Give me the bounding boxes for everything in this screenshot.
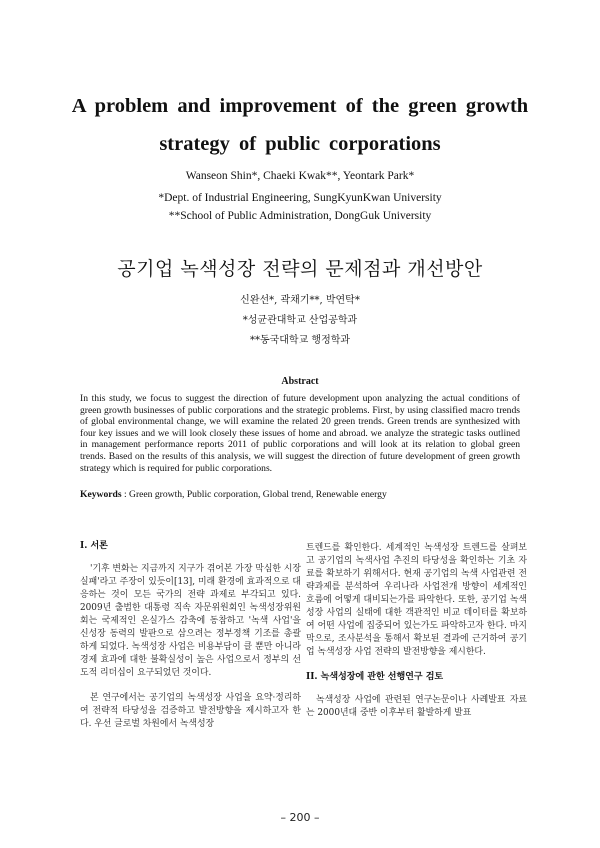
paragraph-gap [306, 659, 527, 671]
keywords-label: Keywords [80, 489, 122, 500]
authors-english: Wanseon Shin*, Chaeki Kwak**, Yeontark Park* [185, 170, 415, 182]
keywords-text: : Green growth, Public corporation, Global trend, Renewable energy [121, 489, 387, 500]
page-number: – 200 – [280, 811, 320, 824]
body-paragraph: '기후 변화는 지금까지 지구가 겪어본 가장 막심한 시장실패'라고 주장이 있듯이[13], 미래 환경에 효과적으로 대응하는 것이 모든 국가의 전략 과제로 부각되고 있다. 2009년 출범한 대통령 직속 자문위원회인 녹색성장위원회는 국제적인 온실가스 감축에 동참하고 '녹색 사업'을 신성장 동력의 발판으로 삼으려는 정부정책 기조를 총괄하게 되었다. 녹색성장 사업은 비용부담이 클 뿐만 아니라 경제 효과에 대한 불확실성이 높은 사업으로서 정부의 선도적 리더십이 요구되었던 것이다. [80, 564, 301, 678]
section-heading-introduction: I. 서론 [80, 541, 108, 551]
keywords-line [80, 489, 520, 500]
abstract-body: In this study, we focus to suggest the direction of future development upon analyzing the actual conditions of green growth businesses of public corporations and the strategic problems. First, by using classified macro trends of global environmental change, we will examine the related 20 green trends. Green trends are synthesized with four key issues and we will look closely these issues of home and abroad. we analyze the strategic tasks outlined in management performance reports 2011 of public corporations and will look at its relation to global green trends. Based on the results of this analysis, we will suggest the direction of future development of green growth strategy which is required for public corporations. [80, 393, 520, 474]
paragraph-gap [80, 680, 301, 692]
affiliation-korean-2: **동국대학교 행정학과 [249, 335, 351, 346]
paper-title-line2: strategy of public corporations [159, 133, 441, 155]
body-column-left [80, 540, 301, 731]
body-paragraph: 본 연구에서는 공기업의 녹색성장 사업을 요약·정리하여 전략적 타당성을 검증하고 발전방향을 제시하고자 한다. 우선 글로벌 차원에서 녹색성장 [80, 693, 301, 729]
body-paragraph: 트렌드를 확인한다. 세계적인 녹색성장 트렌드를 살펴보고 공기업의 녹색사업 추진의 타당성을 확인하는 기초 자료를 확보하기 위해서다. 현재 공기업의 녹색 사업관련 전략과제를 분석하여 우리나라 사업전개 방향이 세계적인 흐름에 어떻게 대비되는가를 파악한다. 또한, 공기업 녹색성장 사업의 실태에 대한 객관적인 비교 데이터를 확보하여 어떤 사업에 집중되어 있는가도 파악하고자 한다. 마지막으로, 조사분석을 통해서 확보된 결과에 근거하여 공기업 녹색성장 사업 전략의 발전방향을 제시한다. [306, 543, 527, 657]
paper-title-korean: 공기업 녹색성장 전략의 문제점과 개선방안 [117, 258, 483, 280]
affiliation-korean-1: *성균관대학교 산업공학과 [242, 315, 358, 326]
affiliation-english-2: **School of Public Administration, DongGuk University [168, 210, 432, 222]
paper-title-line1: A problem and improvement of the green growth [71, 95, 529, 117]
body-paragraph: 녹색성장 사업에 관련된 연구논문이나 사례발표 자료는 2000년대 중반 이후부터 활발하게 발표 [306, 695, 527, 718]
affiliation-english-1: *Dept. of Industrial Engineering, SungKyunKwan University [158, 192, 442, 204]
body-column-right [306, 542, 527, 720]
section-heading-literature-review: II. 녹색성장에 관한 선행연구 검토 [306, 672, 444, 682]
authors-korean: 신완선*, 곽채기**, 박연탁* [240, 295, 360, 306]
abstract-heading: Abstract [281, 376, 319, 387]
